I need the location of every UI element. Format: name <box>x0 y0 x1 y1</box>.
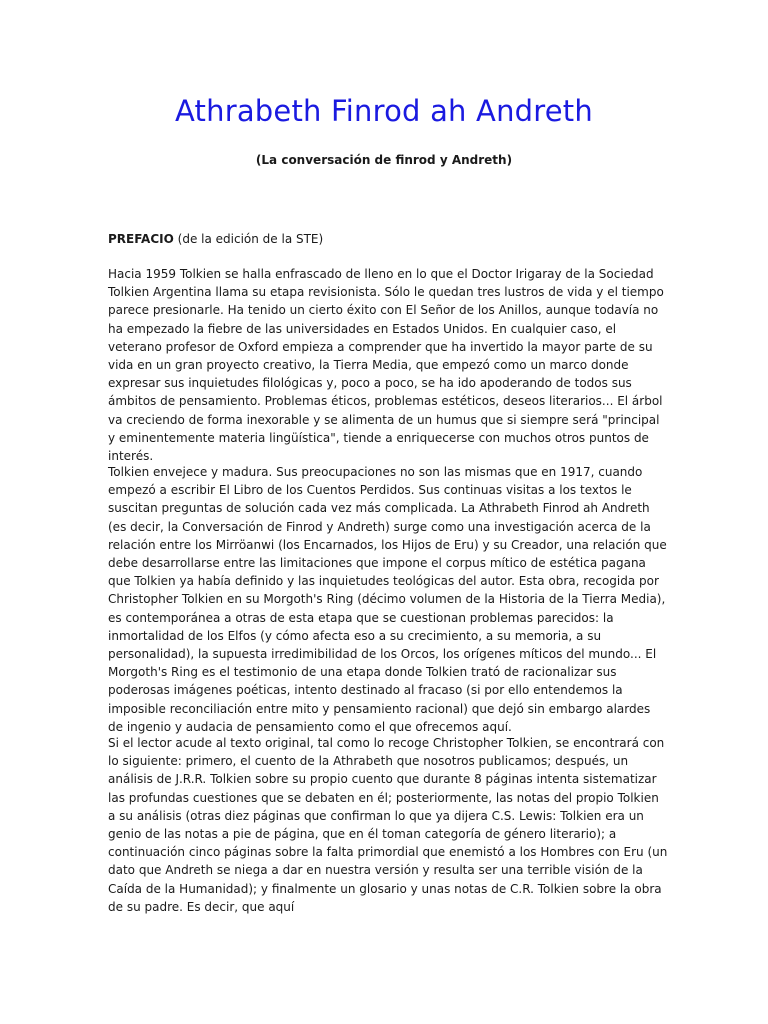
preface-heading <box>108 230 668 248</box>
document-subtitle: (La conversación de finrod y Andreth) <box>255 153 513 167</box>
preface-note: (de la edición de la STE) <box>177 232 324 246</box>
paragraph-text: Tolkien envejece y madura. Sus preocupaciones no son las mismas que en 1917, cuando empezó a escribir El Libro de los Cuentos Perdidos. Sus continuas visitas a los textos le suscitan preguntas de solución cada vez más complicada. La Athrabeth Finrod ah Andreth (es decir, la Conversación de Finrod y Andreth) surge como una investigación acerca de la relación entre los Mirröanwi (los Encarnados, los Hijos de Eru) y su Creador, una relación que debe desarrollarse entre las limitaciones que impone el corpus mítico de estética pagana que Tolkien ya había definido y las inquietudes teológicas del autor. Esta obra, recogida por Christopher Tolkien en su Morgoth's Ring (décimo volumen de la Historia de la Tierra Media), es contemporánea a otras de esta etapa que se cuestionan problemas parecidos: la inmortalidad de los Elfos (y cómo afecta eso a su crecimiento, a su memoria, a su personalidad), la supuesta irredimibilidad de los Orcos, los orígenes míticos del mundo... El Morgoth's Ring es el testimonio de una etapa donde Tolkien trató de racionalizar sus poderosas imágenes poéticas, intento destinado al fracaso (si por ello entendemos la imposible reconciliación entre mito y pensamiento racional) que dejó sin embargo alardes de ingenio y audacia de pensamiento como el que ofrecemos aquí. <box>108 465 667 734</box>
paragraph <box>108 734 668 916</box>
preface-label: PREFACIO <box>108 232 174 246</box>
paragraph <box>108 265 668 465</box>
paragraph <box>108 463 668 736</box>
paragraph-text: Hacia 1959 Tolkien se halla enfrascado de lleno en lo que el Doctor Irigaray de la Sociedad Tolkien Argentina llama su etapa revisionista. Sólo le quedan tres lustros de vida y el tiempo parece presionarle. Ha tenido un cierto éxito con El Señor de los Anillos, aunque todavía no ha empezado la fiebre de las universidades en Estados Unidos. En cualquier caso, el veterano profesor de Oxford empieza a comprender que ha invertido la mayor parte de su vida en un gran proyecto creativo, la Tierra Media, que empezó como un marco donde expresar sus inquietudes filológicas y, poco a poco, se ha ido apoderando de todos sus ámbitos de pensamiento. Problemas éticos, problemas estéticos, deseos literarios... El árbol va creciendo de forma inexorable y se alimenta de un humus que si siempre será "principal y eminentemente materia lingüística", tiende a enriquecerse con muchos otros puntos de interés. <box>108 267 664 464</box>
paragraph-text: Si el lector acude al texto original, tal como lo recoge Christopher Tolkien, se encontrará con lo siguiente: primero, el cuento de la Athrabeth que nosotros publicamos; después, un análisis de J.R.R. Tolkien sobre su propio cuento que durante 8 páginas intenta sistematizar las profundas cuestiones que se debaten en él; posteriormente, las notas del propio Tolkien a su análisis (otras diez páginas que confirman lo que ya dijera C.S. Lewis: Tolkien era un genio de las notas a pie de página, que en él toman categoría de género literario); a continuación cinco páginas sobre la falta primordial que enemistó a los Hombres con Eru (un dato que Andreth se niega a dar en nuestra versión y resulta ser una terrible visión de la Caída de la Humanidad); y finalmente un glosario y unas notas de C.R. Tolkien sobre la obra de su padre. Es decir, que aquí <box>108 736 668 914</box>
document-title: Athrabeth Finrod ah Andreth <box>175 94 593 128</box>
